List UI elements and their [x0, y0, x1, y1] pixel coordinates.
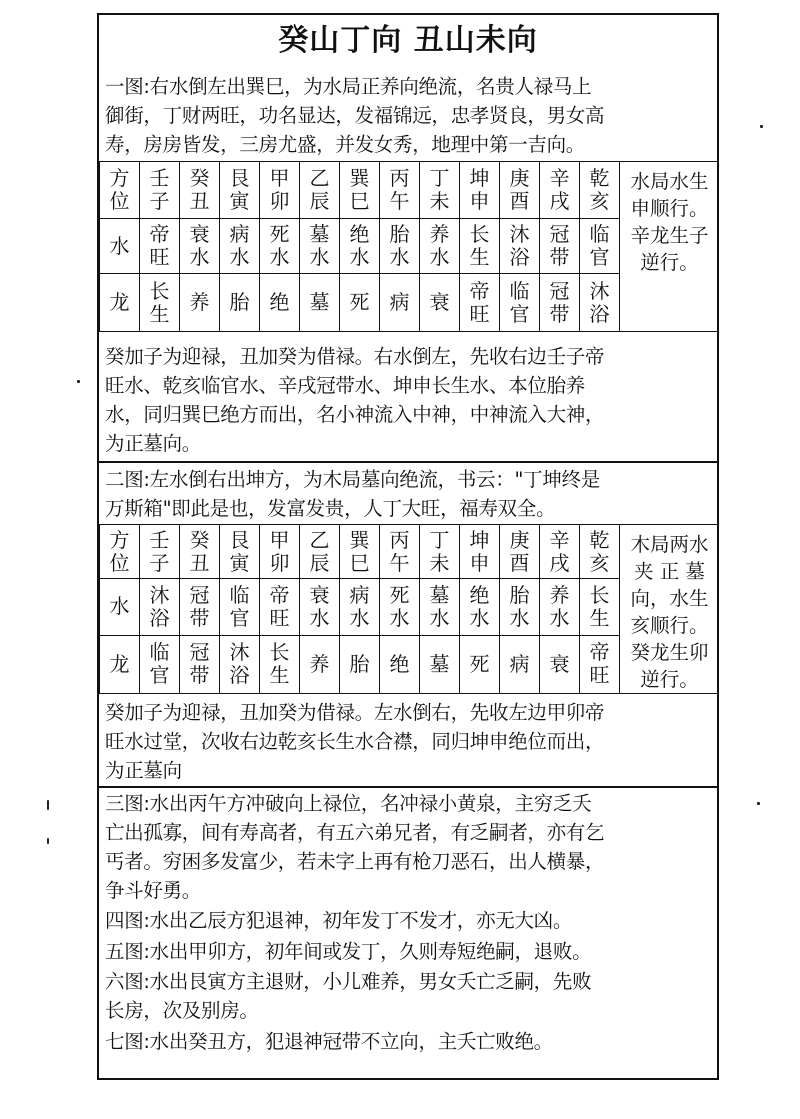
- position-cell: 艮 寅: [220, 162, 260, 219]
- position-cell: 癸 丑: [180, 525, 220, 579]
- dragon-cell: 衰: [420, 274, 460, 332]
- note-line: 辛龙生子: [630, 224, 709, 247]
- table-row-position: [100, 525, 720, 579]
- dragon-cell: 胎: [340, 635, 380, 693]
- water-cell: 衰 水: [300, 579, 340, 635]
- fig3-description: [105, 789, 711, 905]
- water-cell: 病 水: [340, 579, 380, 635]
- water-cell: 沐 浴: [500, 219, 540, 274]
- dragon-cell: 绝: [380, 635, 420, 693]
- water-cell: 胎 水: [380, 219, 420, 274]
- fig1-explanation: [105, 342, 711, 458]
- position-cell: 壬 子: [140, 525, 180, 579]
- water-cell: 绝 水: [460, 579, 500, 635]
- text-line: 二图:左水倒右出坤方，为木局墓向绝流，书云："丁坤终是: [105, 468, 600, 491]
- text-line: 水，同归巽巳绝方而出，名小神流入中神，中神流入大神，: [105, 403, 605, 426]
- text-line: 七图:水出癸丑方，犯退神冠带不立向，主夭亡败绝。: [105, 1030, 553, 1053]
- row-label-dragon: 龙: [100, 635, 140, 693]
- water-cell: 死 水: [260, 219, 300, 274]
- fig2-table: [99, 524, 719, 694]
- position-cell: 坤 申: [460, 525, 500, 579]
- fig2-explanation: [105, 698, 711, 785]
- position-cell: 巽 巳: [340, 525, 380, 579]
- water-cell: 长 生: [580, 579, 620, 635]
- water-cell: 冠 带: [180, 579, 220, 635]
- water-cell: 沐 浴: [140, 579, 180, 635]
- fig5-description: [105, 937, 711, 966]
- position-cell: 坤 申: [460, 162, 500, 219]
- position-cell: 甲 卯: [260, 162, 300, 219]
- text-line: 丐者。穷困多发富少，若未字上再有枪刀恶石，出人横暴，: [105, 850, 605, 873]
- dragon-cell: 冠 带: [540, 274, 580, 332]
- text-line: 长房，次及别房。: [105, 999, 259, 1022]
- text-line: 寿，房房皆发，三房尤盛，并发女秀，地理中第一吉向。: [105, 133, 586, 156]
- water-cell: 养 水: [420, 219, 460, 274]
- dragon-cell: 衰: [540, 635, 580, 693]
- text-line: 旺水、乾亥临官水、辛戌冠带水、坤申长生水、本位胎养: [105, 374, 586, 397]
- dragon-cell: 胎: [220, 274, 260, 332]
- water-cell: 死 水: [380, 579, 420, 635]
- scan-speck: [77, 380, 80, 383]
- divider: [99, 461, 717, 463]
- scan-speck: [47, 838, 49, 844]
- dragon-cell: 墓: [300, 274, 340, 332]
- position-cell: 辛 戌: [540, 525, 580, 579]
- dragon-cell: 帝 旺: [580, 635, 620, 693]
- note-line: 水局水生: [630, 170, 709, 193]
- row-label-water: 水: [100, 219, 140, 274]
- fig1-table: [99, 161, 719, 332]
- text-line: 旺水过堂，次收右边乾亥长生水合襟，同归坤申绝位而出，: [105, 730, 605, 753]
- dragon-cell: 养: [180, 274, 220, 332]
- position-cell: 乙 辰: [300, 525, 340, 579]
- fig4-description: [105, 906, 711, 935]
- text-line: 御街，丁财两旺，功名显达，发福锦远，忠孝贤良，男女高: [105, 104, 605, 127]
- text-line: 万斯箱"即此是也，发富发贵，人丁大旺，福寿双全。: [105, 497, 556, 520]
- row-label-dragon: 龙: [100, 274, 140, 332]
- water-cell: 绝 水: [340, 219, 380, 274]
- text-line: 三图:水出丙午方冲破向上禄位，名冲禄小黄泉，主穷乏夭: [105, 792, 592, 815]
- note-line: 逆行。: [640, 668, 699, 691]
- dragon-cell: 沐 浴: [580, 274, 620, 332]
- note-line: 木局两水: [630, 533, 709, 556]
- row-label-position: 方 位: [100, 162, 140, 219]
- water-cell: 胎 水: [500, 579, 540, 635]
- dragon-cell: 长 生: [260, 635, 300, 693]
- note-line: 癸龙生卯: [630, 641, 709, 664]
- table-row-position: [100, 162, 720, 219]
- position-cell: 丁 未: [420, 525, 460, 579]
- dragon-cell: 临 官: [140, 635, 180, 693]
- text-line: 癸加子为迎禄，丑加癸为借禄。右水倒左，先收右边壬子帝: [105, 345, 605, 368]
- position-cell: 乾 亥: [580, 525, 620, 579]
- position-cell: 辛 戌: [540, 162, 580, 219]
- fig1-description: [105, 72, 711, 159]
- position-cell: 庚 酉: [500, 162, 540, 219]
- water-cell: 墓 水: [300, 219, 340, 274]
- divider: [99, 786, 717, 788]
- position-cell: 艮 寅: [220, 525, 260, 579]
- position-cell: 丙 午: [380, 162, 420, 219]
- dragon-cell: 死: [460, 635, 500, 693]
- table-note: [620, 162, 720, 332]
- position-cell: 巽 巳: [340, 162, 380, 219]
- position-cell: 乙 辰: [300, 162, 340, 219]
- water-cell: 帝 旺: [140, 219, 180, 274]
- dragon-cell: 绝: [260, 274, 300, 332]
- row-label-position: 方 位: [100, 525, 140, 579]
- scan-speck: [760, 125, 763, 128]
- water-cell: 临 官: [580, 219, 620, 274]
- position-cell: 癸 丑: [180, 162, 220, 219]
- water-cell: 临 官: [220, 579, 260, 635]
- dragon-cell: 临 官: [500, 274, 540, 332]
- text-line: 为正墓向: [105, 759, 182, 782]
- text-line: 五图:水出甲卯方，初年间或发丁，久则寿短绝嗣，退败。: [105, 940, 592, 963]
- position-cell: 丁 未: [420, 162, 460, 219]
- dragon-cell: 死: [340, 274, 380, 332]
- fig2-description: [105, 465, 711, 523]
- note-line: 亥顺行。: [630, 614, 709, 637]
- position-cell: 丙 午: [380, 525, 420, 579]
- water-cell: 衰 水: [180, 219, 220, 274]
- text-line: 癸加子为迎禄，丑加癸为借禄。左水倒右，先收左边甲卯帝: [105, 701, 605, 724]
- fig6-description: [105, 967, 711, 1025]
- note-line: 逆行。: [640, 251, 699, 274]
- text-line: 亡出孤寡，间有寿高者，有五六弟兄者，有乏嗣者，亦有乞: [105, 821, 605, 844]
- note-line: 夹 正 墓: [634, 560, 705, 583]
- document-page: [97, 13, 719, 1080]
- position-cell: 庚 酉: [500, 525, 540, 579]
- dragon-cell: 沐 浴: [220, 635, 260, 693]
- water-cell: 冠 带: [540, 219, 580, 274]
- dragon-cell: 冠 带: [180, 635, 220, 693]
- water-cell: 墓 水: [420, 579, 460, 635]
- water-cell: 病 水: [220, 219, 260, 274]
- dragon-cell: 病: [500, 635, 540, 693]
- water-cell: 帝 旺: [260, 579, 300, 635]
- table-note: [620, 525, 720, 694]
- text-line: 为正墓向。: [105, 432, 202, 455]
- scan-speck: [47, 800, 49, 810]
- text-line: 四图:水出乙辰方犯退神，初年发丁不发才，亦无大凶。: [105, 909, 573, 932]
- fig7-description: [105, 1027, 711, 1056]
- position-cell: 甲 卯: [260, 525, 300, 579]
- position-cell: 乾 亥: [580, 162, 620, 219]
- dragon-cell: 养: [300, 635, 340, 693]
- text-line: 六图:水出艮寅方主退财，小儿难养，男女夭亡乏嗣，先败: [105, 970, 592, 993]
- dragon-cell: 帝 旺: [460, 274, 500, 332]
- water-cell: 养 水: [540, 579, 580, 635]
- scan-speck: [757, 802, 760, 805]
- text-line: 一图:右水倒左出巽巳，为水局正养向绝流，名贵人禄马上: [105, 75, 592, 98]
- dragon-cell: 长 生: [140, 274, 180, 332]
- dragon-cell: 墓: [420, 635, 460, 693]
- text-line: 争斗好勇。: [105, 879, 202, 902]
- note-line: 向，水生: [630, 587, 709, 610]
- position-cell: 壬 子: [140, 162, 180, 219]
- dragon-cell: 病: [380, 274, 420, 332]
- note-line: 申顺行。: [630, 197, 709, 220]
- water-cell: 长 生: [460, 219, 500, 274]
- page-title: 癸山丁向 丑山未向: [278, 23, 538, 58]
- row-label-water: 水: [100, 579, 140, 635]
